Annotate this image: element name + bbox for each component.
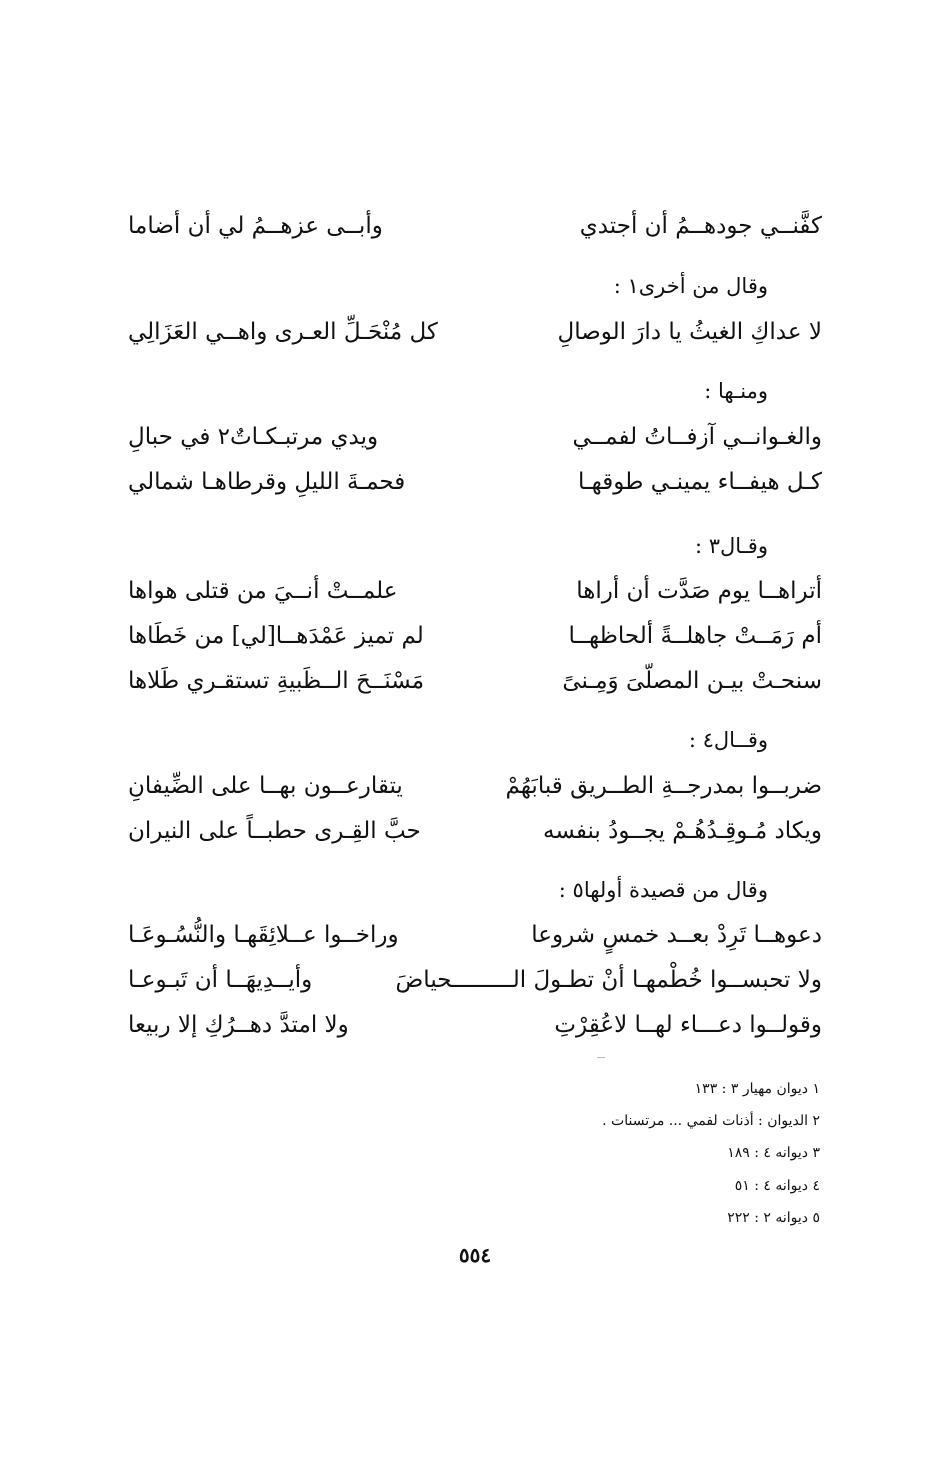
verse-second-hemistich: ولا امتدَّ دهــرُكِ إلا ربيعا [128, 1012, 349, 1038]
verse-first-hemistich: ولا تحبســوا خُطْمهـا أنْ تطـولَ الـــــــــحياضَ [395, 967, 822, 993]
footnote: ٤ ديوانه ٤ : ٥١ [734, 1178, 820, 1194]
page-number: ٥٥٤ [458, 1243, 492, 1267]
verse-first-hemistich: ضربــوا بمدرجــةِ الطــريق قبابَهُمْ [505, 773, 822, 799]
verse-line [128, 616, 822, 656]
verse-second-hemistich: وأيــدِيهَــا أن تَبـوعـا [128, 967, 313, 993]
verse-first-hemistich: والغـوانــي آزفــاتُ لفمــي [572, 424, 822, 450]
verse-first-hemistich: لا عداكِ الغيثُ يا دارَ الوصالِ [557, 319, 822, 345]
footnote: ٣ ديوانه ٤ : ١٨٩ [727, 1145, 820, 1161]
section-intro: وقـال٣ : [694, 534, 768, 558]
verse-first-hemistich: أم رَمَــتْ جاهلــةً ألحاظهــا [568, 623, 822, 649]
verse-second-hemistich: وأبــى عزهــمُ لي أن أضاما [128, 213, 383, 239]
verse-second-hemistich: وراخــوا عــلائِقَهـا والنُّسُـوعَـا [128, 922, 399, 948]
verse-second-hemistich: مَسْنَــحَ الــظَبيةِ تستقـري طَلاها [128, 668, 425, 694]
verse-second-hemistich: لم تميز عَمْدَهــا[لي] من خَطَاها [128, 623, 424, 649]
section-intro: ومنـها : [704, 379, 768, 403]
verse-line [128, 417, 822, 457]
verse-first-hemistich: كفَّنــي جودهــمُ أن أجتدي [579, 213, 822, 239]
section-intro: وقال من قصيدة أولها٥ : [558, 878, 768, 902]
verse-first-hemistich: كـل هيفــاء يمينـي طوقهـا [577, 469, 822, 495]
verse-second-hemistich: علمــتْ أنــيَ من قتلى هواها [128, 578, 398, 604]
verse-line [128, 811, 822, 851]
verse-line [128, 312, 822, 352]
verse-second-hemistich: حبَّ القِـرى حطبــاً على النيران [128, 818, 421, 844]
footnote: ٢ الديوان : أذنات لفمي ... مرتسنات . [602, 1113, 820, 1129]
section-intro: وقال من أخرى١ : [613, 274, 768, 298]
verse-line [128, 960, 822, 1000]
verse-first-hemistich: وقولــوا دعـــاء لهــا لاعُقِرْتِ [554, 1012, 822, 1038]
verse-second-hemistich: كل مُنْحَـلِّ العـرى واهــي العَزَالِي [128, 319, 438, 345]
verse-line [128, 766, 822, 806]
print-speck [597, 1057, 605, 1058]
verse-line [128, 915, 822, 955]
verse-second-hemistich: ويدي مرتبـكـاتٌ٢ في حبالِ [128, 424, 379, 450]
verse-line [128, 1005, 822, 1045]
footnote: ١ ديوان مهيار ٣ : ١٣٣ [694, 1081, 820, 1097]
footnote: ٥ ديوانه ٢ : ٢٢٢ [727, 1210, 820, 1226]
verse-line [128, 462, 822, 502]
verse-first-hemistich: دعوهــا تَرِدْ بعــد خمسٍ شروعا [531, 922, 822, 948]
verse-first-hemistich: أتراهــا يوم صَدَّت أن أراها [576, 578, 822, 604]
verse-first-hemistich: ويكاد مُـوقِـدُهُـمْ يجــودُ بنفسه [543, 818, 822, 844]
section-intro: وقــال٤ : [688, 728, 768, 752]
verse-line [128, 206, 822, 246]
verse-line [128, 661, 822, 701]
verse-line [128, 571, 822, 611]
verse-first-hemistich: سنحـتْ بيـن المصلّىَ وَمِـنىً [562, 668, 822, 694]
verse-second-hemistich: يتقارعــون بهــا على الضِّيفانِ [128, 773, 403, 799]
verse-second-hemistich: فحمـةَ الليلِ وقرطاهـا شمالي [128, 469, 406, 495]
